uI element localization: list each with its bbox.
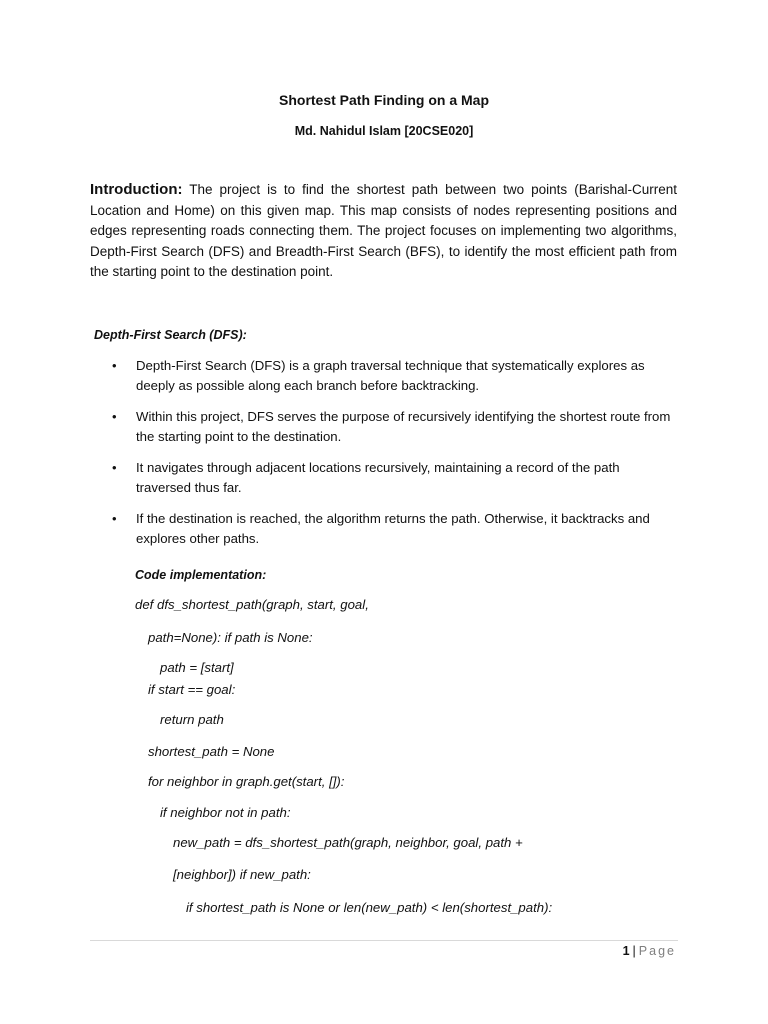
code-line: new_path = dfs_shortest_path(graph, neighbor, goal, path + bbox=[173, 835, 523, 850]
code-line: if shortest_path is None or len(new_path) < len(shortest_path): bbox=[186, 900, 553, 915]
dfs-bullet-list bbox=[110, 356, 675, 560]
author-line: Md. Nahidul Islam [20CSE020] bbox=[294, 124, 474, 138]
bullet-text: Depth-First Search (DFS) is a graph traversal technique that systematically explores as deeply as possible along each branch before backtracking. bbox=[136, 358, 645, 393]
list-item bbox=[110, 509, 675, 549]
code-line: shortest_path = None bbox=[148, 744, 275, 759]
bullet-text: If the destination is reached, the algorithm returns the path. Otherwise, it backtracks and explores other paths. bbox=[136, 511, 650, 546]
footer-divider bbox=[90, 940, 678, 941]
page-number: 1 bbox=[622, 944, 630, 958]
bullet-icon: • bbox=[112, 409, 117, 424]
code-line: def dfs_shortest_path(graph, start, goal, bbox=[135, 597, 369, 612]
bullet-text: Within this project, DFS serves the purpose of recursively identifying the shortest route from the starting point to the destination. bbox=[136, 409, 671, 444]
footer-separator: | bbox=[632, 944, 636, 958]
code-line: path = [start] bbox=[160, 660, 234, 675]
list-item bbox=[110, 458, 675, 498]
bullet-icon: • bbox=[112, 460, 117, 475]
list-item bbox=[110, 356, 675, 396]
page-label: Page bbox=[638, 944, 676, 958]
code-line: return path bbox=[160, 712, 224, 727]
page-footer bbox=[623, 944, 676, 958]
introduction-text: The project is to find the shortest path between two points (Barishal-Current Location and Home) on this given map. This map consists of nodes representing positions and edges representing roads connecting them. The project focuses on implementing two algorithms, Depth-First Search (DFS) and Breadth-First Search (BFS), to identify the most efficient path from the starting point to the destination point. bbox=[90, 182, 677, 280]
introduction-label: Introduction: bbox=[90, 181, 183, 198]
code-line: if start == goal: bbox=[148, 682, 236, 697]
document-title: Shortest Path Finding on a Map bbox=[279, 92, 489, 108]
code-implementation-heading: Code implementation: bbox=[135, 568, 267, 582]
code-line: [neighbor]) if new_path: bbox=[173, 867, 311, 882]
bullet-icon: • bbox=[112, 511, 117, 526]
list-item bbox=[110, 407, 675, 447]
code-line: for neighbor in graph.get(start, []): bbox=[148, 774, 345, 789]
code-line: path=None): if path is None: bbox=[148, 630, 313, 645]
introduction-paragraph bbox=[90, 180, 677, 283]
dfs-section-heading: Depth-First Search (DFS): bbox=[94, 328, 247, 342]
bullet-text: It navigates through adjacent locations recursively, maintaining a record of the path traversed thus far. bbox=[136, 460, 620, 495]
code-line: if neighbor not in path: bbox=[160, 805, 291, 820]
bullet-icon: • bbox=[112, 358, 117, 373]
